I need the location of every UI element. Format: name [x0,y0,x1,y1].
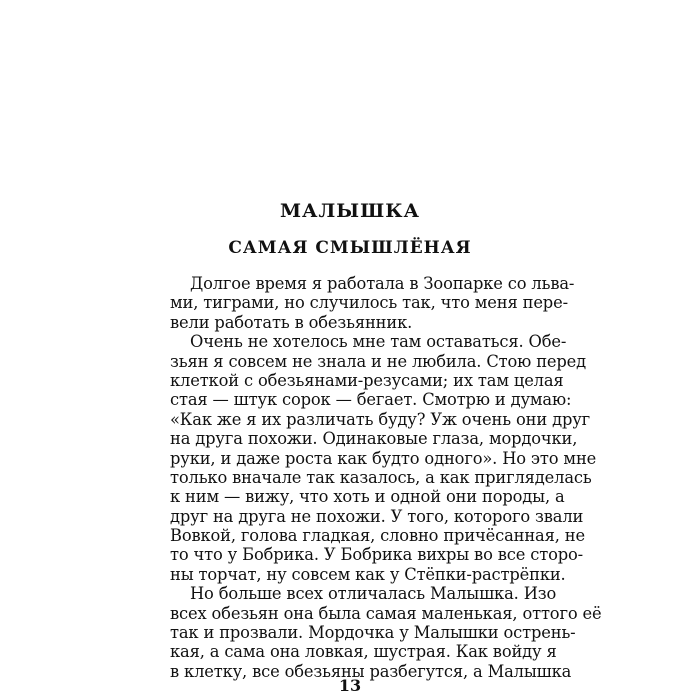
text-line: Долгое время я работала в Зоопарке со льва- [190,274,575,293]
text-line: к ним — вижу, что хоть и одной они породы, а [170,487,565,507]
text-line: вели работать в обезьянник. [170,312,413,332]
text-line: всех обезьян она была самая маленькая, оттого её [170,603,602,623]
text-line: Вовкой, голова гладкая, словно причёсанная, не [170,526,585,546]
text-line: на друга похожи. Одинаковые глаза, мордочки, [170,429,578,449]
text-line: клеткой с обезьянами-резусами; их там целая [170,370,564,390]
text-line: друг на друга не похожи. У того, которого звали [170,506,584,526]
text-line: кая, а сама она ловкая, шустрая. Как войду я [170,642,557,662]
text-line: зьян я совсем не знала и не любила. Стою перед [170,351,587,371]
text-line: ми, тиграми, но случилось так, что меня пере- [170,293,568,313]
chapter-title: МАЛЫШКА [280,200,420,222]
chapter-subtitle: САМАЯ СМЫШЛЁНАЯ [228,238,472,258]
text-line: Но больше всех отличалась Малышка. Изо [190,584,557,604]
text-line: руки, и даже роста как будто одного». Но это мне [170,448,597,468]
text-line: так и прозвали. Мордочка у Малышки острень- [170,623,576,643]
body-text [170,274,602,681]
text-line: «Как же я их различать буду? Уж очень они друг [170,409,591,429]
text-line: в клетку, все обезьяны разбегутся, а Малышка [170,661,572,681]
text-line: ны торчат, ну совсем как у Стёпки-растрёпки. [170,564,566,584]
page-number: 13 [338,676,362,695]
text-line: Очень не хотелось мне там оставаться. Обе- [190,332,567,352]
text-line: то что у Бобрика. У Бобрика вихры во все сторо- [170,545,584,565]
text-line: только вначале так казалось, а как пригляделась [170,467,592,487]
text-line: стая — штук сорок — бегает. Смотрю и думаю: [170,390,572,410]
